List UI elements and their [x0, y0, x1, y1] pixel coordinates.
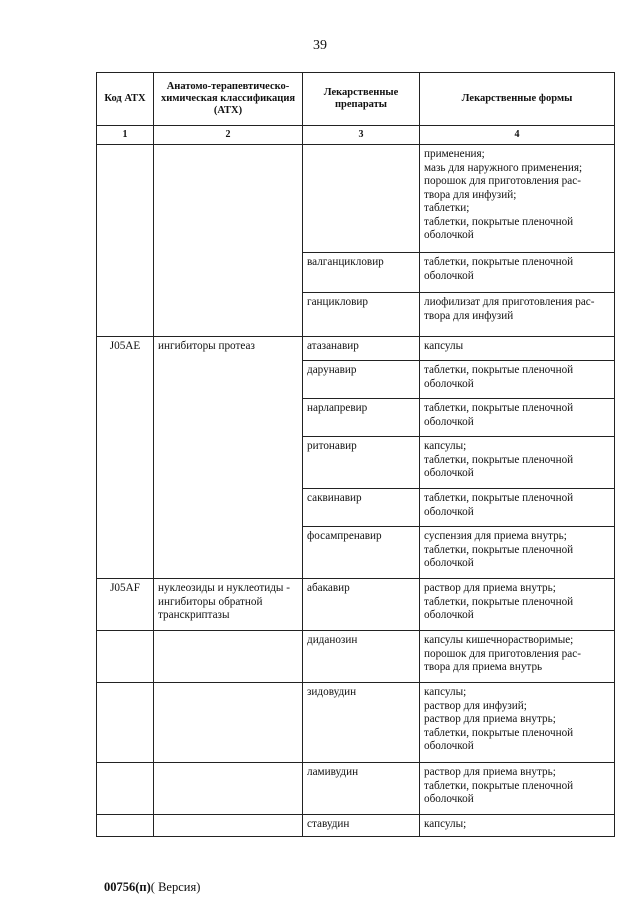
dosage-forms	[420, 815, 615, 837]
dosage-form-line: таблетки, покрытые пленочной	[424, 364, 574, 376]
dosage-forms	[420, 579, 615, 631]
drug-name	[303, 145, 420, 253]
dosage-form-line: твора для инфузий;	[424, 188, 517, 201]
table-row	[97, 145, 615, 253]
column-number: 4	[420, 126, 615, 145]
column-number: 3	[303, 126, 420, 145]
drug-name: ламивудин	[303, 763, 420, 815]
drug-name: ганцикловир	[303, 293, 420, 337]
dosage-forms	[420, 253, 615, 293]
header-drugs: Лекарственные препараты	[303, 73, 420, 126]
table-row	[97, 763, 615, 815]
dosage-form-line: лиофилизат для приготовления рас-	[424, 296, 595, 308]
dosage-form-line: оболочкой	[424, 557, 474, 569]
dosage-forms	[420, 399, 615, 437]
dosage-forms	[420, 293, 615, 337]
dosage-form-line: оболочкой	[424, 467, 474, 479]
header-dosage-forms: Лекарственные формы	[420, 73, 615, 126]
dosage-form-line: таблетки, покрытые пленочной	[424, 256, 574, 268]
atc-code-cell: J05AE	[97, 337, 154, 579]
atc-code-cell	[97, 683, 154, 763]
dosage-forms	[420, 489, 615, 527]
atc-class-cell	[154, 683, 303, 763]
atc-class-cell	[154, 145, 303, 337]
dosage-form-line: раствор для приема внутрь;	[424, 766, 556, 778]
dosage-forms	[420, 337, 615, 361]
dosage-form-line: применения;	[424, 148, 485, 160]
atc-code-cell: J05AF	[97, 579, 154, 631]
dosage-form-line: капсулы кишечнорастворимые;	[424, 634, 574, 646]
header-atc-code: Код АТХ	[97, 73, 154, 126]
dosage-form-line: оболочкой	[424, 740, 474, 752]
atc-class-cell	[154, 815, 303, 837]
dosage-form-line: твора для инфузий	[424, 309, 514, 322]
dosage-form-line: мазь для наружного применения;	[424, 161, 583, 174]
dosage-form-line: суспензия для приема внутрь;	[424, 530, 567, 542]
drug-name: валганцикловир	[303, 253, 420, 293]
table-header-row	[97, 73, 615, 126]
dosage-forms	[420, 631, 615, 683]
table-row	[97, 683, 615, 763]
dosage-form-line: раствор для приема внутрь;	[424, 713, 556, 725]
dosage-form-line: порошок для приготовления рас-	[424, 647, 581, 660]
drug-name: абакавир	[303, 579, 420, 631]
dosage-forms	[420, 437, 615, 489]
dosage-form-line: порошок для приготовления рас-	[424, 175, 581, 187]
atc-class-cell	[154, 763, 303, 815]
atc-class-cell: ингибиторы протеаз	[154, 337, 303, 579]
document-version: ( Версия)	[150, 880, 201, 894]
drug-name: ритонавир	[303, 437, 420, 489]
dosage-form-line: таблетки, покрытые пленочной	[424, 543, 574, 556]
drug-name: дарунавир	[303, 361, 420, 399]
dosage-form-line: таблетки, покрытые пленочной	[424, 595, 574, 608]
dosage-form-line: капсулы;	[424, 818, 467, 830]
dosage-form-line: раствор для инфузий;	[424, 699, 527, 712]
document-footer	[104, 880, 200, 895]
drug-name: диданозин	[303, 631, 420, 683]
table-row	[97, 815, 615, 837]
dosage-form-line: таблетки, покрытые пленочной	[424, 726, 574, 739]
table-row	[97, 631, 615, 683]
dosage-form-line: оболочкой	[424, 505, 474, 518]
drug-name: саквинавир	[303, 489, 420, 527]
dosage-form-line: раствор для приема внутрь;	[424, 582, 556, 594]
column-number-row	[97, 126, 615, 145]
table-row	[97, 337, 615, 361]
drug-name: зидовудин	[303, 683, 420, 763]
dosage-form-line: оболочкой	[424, 793, 474, 805]
dosage-form-line: капсулы;	[424, 686, 467, 698]
dosage-form-line: таблетки, покрытые пленочной	[424, 402, 574, 414]
atc-class-cell	[154, 631, 303, 683]
dosage-form-line: таблетки, покрытые пленочной	[424, 215, 574, 228]
document-code: 00756(п)	[104, 880, 151, 894]
dosage-form-line: оболочкой	[424, 415, 474, 428]
table-row	[97, 579, 615, 631]
dosage-form-line: оболочкой	[424, 269, 474, 282]
drug-name: нарлапревир	[303, 399, 420, 437]
dosage-forms	[420, 683, 615, 763]
atc-code-cell	[97, 145, 154, 337]
atc-code-cell	[97, 815, 154, 837]
dosage-forms	[420, 145, 615, 253]
header-atc-classification: Анатомо-терапевтическо-химическая классификация (АТХ)	[154, 73, 303, 126]
dosage-form-line: оболочкой	[424, 229, 474, 241]
dosage-forms	[420, 527, 615, 579]
dosage-form-line: капсулы	[424, 340, 464, 352]
column-number: 1	[97, 126, 154, 145]
dosage-form-line: оболочкой	[424, 377, 474, 390]
page-number: 39	[313, 38, 327, 53]
atc-code-cell	[97, 631, 154, 683]
atc-class-cell: нуклеозиды и нуклеотиды - ингибиторы обратной транскриптазы	[154, 579, 303, 631]
drug-name: фосампренавир	[303, 527, 420, 579]
dosage-forms	[420, 763, 615, 815]
dosage-form-line: таблетки;	[424, 202, 470, 214]
drug-name: атазанавир	[303, 337, 420, 361]
dosage-form-line: таблетки, покрытые пленочной	[424, 779, 574, 792]
dosage-form-line: твора для приема внутрь	[424, 661, 543, 673]
atc-code-cell	[97, 763, 154, 815]
column-number: 2	[154, 126, 303, 145]
dosage-form-line: таблетки, покрытые пленочной	[424, 492, 574, 504]
dosage-form-line: оболочкой	[424, 609, 474, 621]
atc-drug-table	[96, 72, 615, 837]
dosage-form-line: капсулы;	[424, 440, 467, 452]
dosage-forms	[420, 361, 615, 399]
drug-name: ставудин	[303, 815, 420, 837]
dosage-form-line: таблетки, покрытые пленочной	[424, 453, 574, 466]
